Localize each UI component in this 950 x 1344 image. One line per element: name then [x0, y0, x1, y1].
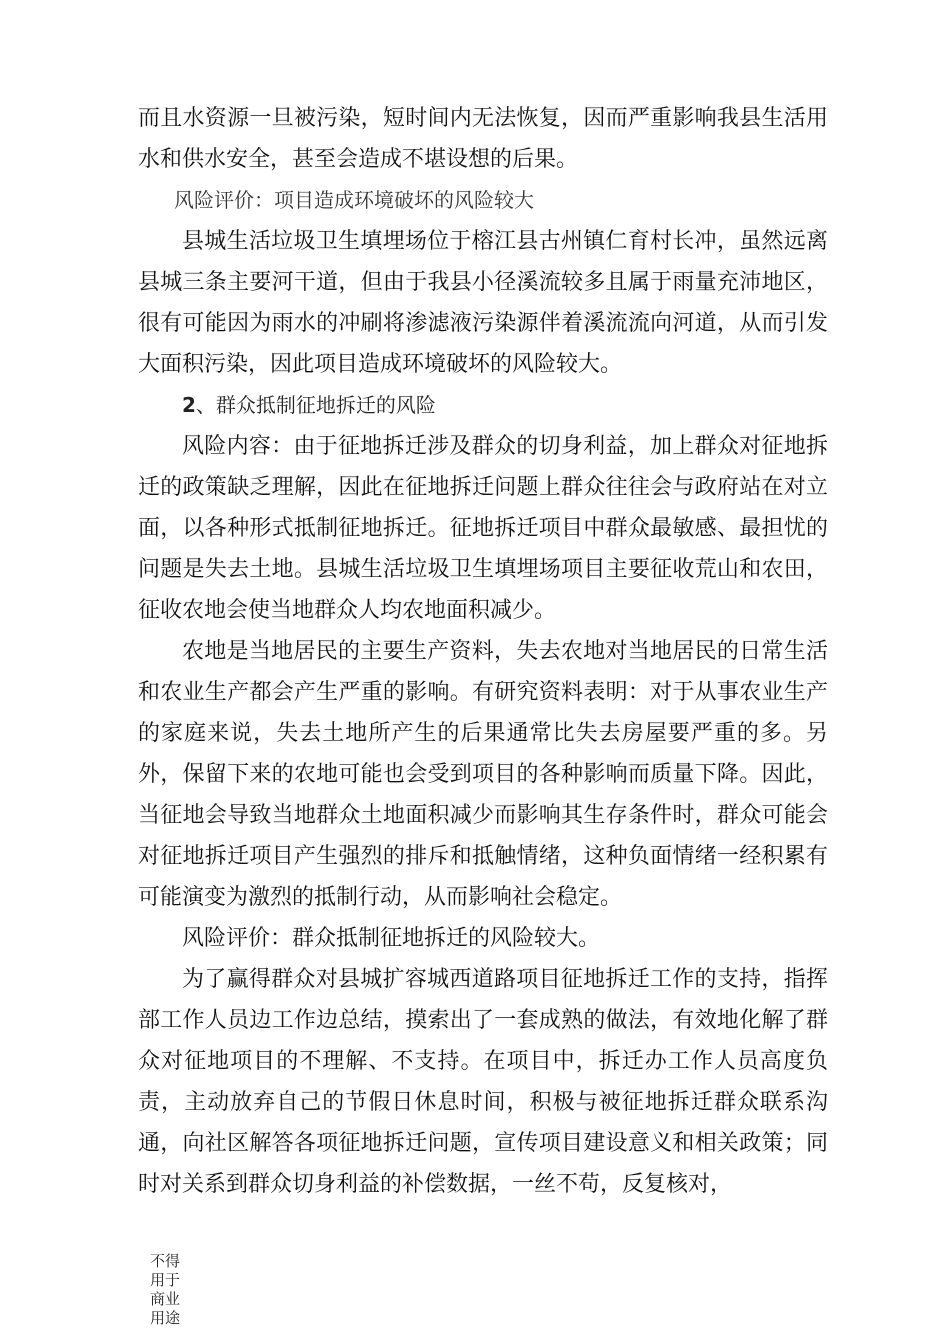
risk-evaluation-land-acquisition: 风险评价：群众抵制征地拆迁的风险较大。 — [182, 926, 601, 951]
document-body — [138, 98, 828, 1205]
section-heading-text: 、群众抵制征地拆迁的风险 — [195, 393, 436, 417]
paragraph-water-pollution: 而且水资源一旦被污染，短时间内无法恢复，因而严重影响我县生活用水和供水安全，甚至会造成不堪设想的后果。 — [138, 106, 828, 172]
paragraph-risk-content: 风险内容：由于征地拆迁涉及群众的切身利益，加上群众对征地拆迁的政策缺乏理解，因此在征地拆迁问题上群众往往会与政府站在对立面，以各种形式抵制征地拆迁。征地拆迁项目中群众最敏感、最担忧的问题是失去土地。县城生活垃圾卫生填埋场项目主要征收荒山和农田，征收农地会使当地群众人均农地面积减少。 — [138, 434, 828, 623]
paragraph-farmland-impact: 农地是当地居民的主要生产资料，失去农地对当地居民的日常生活和农业生产都会产生严重的影响。有研究资料表明：对于从事农业生产的家庭来说，失去土地所产生的后果通常比失去房屋要严重的多。另外，保留下来的农地可能也会受到项目的各种影响而质量下降。因此，当征地会导致当地群众土地面积减少而影响其生存条件时，群众可能会对征地拆迁项目产生强烈的排斥和抵触情绪，这种负面情绪一经积累有可能演变为激烈的抵制行动，从而影响社会稳定。 — [138, 639, 828, 910]
paragraph-mitigation-measures: 为了赢得群众对县城扩容城西道路项目征地拆迁工作的支持，指挥部工作人员边工作边总结，摸索出了一套成熟的做法，有效地化解了群众对征地项目的不理解、不支持。在项目中，拆迁办工作人员高度负责，主动放弃自己的节假日休息时间，积极与被征地拆迁群众联系沟通，向社区解答各项征地拆迁问题，宣传项目建设意义和相关政策；同时对关系到群众切身利益的补偿数据，一丝不苟，反复核对， — [138, 967, 828, 1197]
section-heading-land-acquisition — [138, 385, 828, 426]
paragraph-landfill-location: 县城生活垃圾卫生填埋场位于榕江县古州镇仁育村长冲，虽然远离县城三条主要河干道，但由于我县小径溪流较多且属于雨量充沛地区，很有可能因为雨水的冲刷将渗滤液污染源伴着溪流流向河道，从而引发大面积污染，因此项目造成环境破坏的风险较大。 — [138, 229, 828, 377]
risk-evaluation-environment: 风险评价：项目造成环境破坏的风险较大 — [174, 188, 534, 212]
section-number: 2 — [182, 393, 196, 417]
footer-disclaimer: 不得用于商业用途 — [150, 1252, 181, 1327]
